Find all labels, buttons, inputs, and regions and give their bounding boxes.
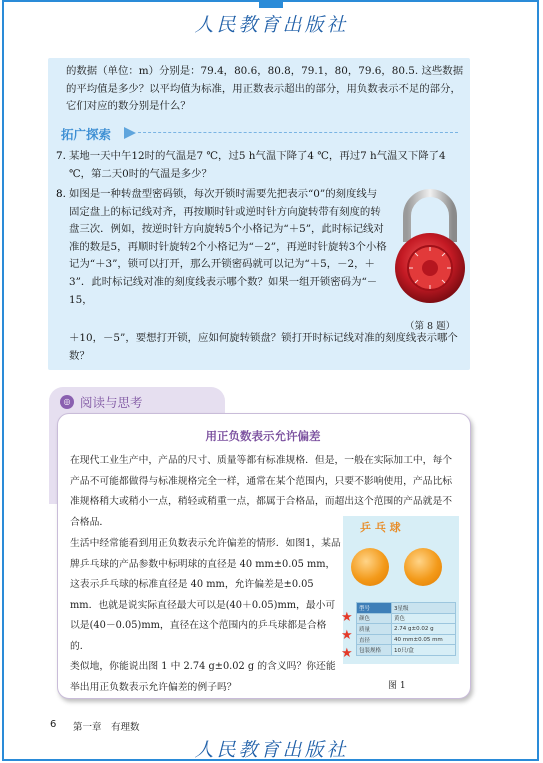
article-paragraph-3: 类似地，你能说出图 1 中 2.74 g±0.02 g 的含义吗？你还能举出用正负数表示允许偏差的例子吗？ (70, 661, 336, 693)
figure-title: 乒 乓 球 (360, 521, 401, 534)
spec-value: 2.74 g±0.02 g (392, 624, 456, 635)
reading-section-label: 阅读与思考 (80, 395, 143, 410)
dashed-divider (138, 132, 458, 133)
question-7-number: 7. (56, 150, 66, 162)
spec-table (356, 602, 456, 656)
star-icon: ★ (341, 610, 353, 625)
ping-pong-ball-image (404, 548, 442, 586)
publisher-footer: 人民教育出版社 (194, 739, 349, 761)
star-icon: ★ (341, 646, 353, 661)
publisher-header: 人民教育出版社 (194, 14, 349, 36)
exercise-6-continued: 的数据（单位：m）分别是：79.4，80.6，80.8，79.1，80，79.6，80.5. 这些数据的平均值是多少？以平均值为标准，用正数表示超出的部分，用负数表示不足的部分，它们对应的数分别是什么？ (66, 65, 464, 113)
table-row (357, 624, 456, 635)
star-icon: ★ (341, 628, 353, 643)
book-icon: ◎ (60, 395, 74, 409)
spec-key: 质量 (357, 624, 392, 635)
spec-value: 3星级 (392, 603, 456, 614)
spec-key: 直径 (357, 634, 392, 645)
question-8-text: 如图是一种转盘型密码锁，每次开锁时需要先把表示“0”的刻度线与固定盘上的标记线对齐，再按顺时针或逆时针方向旋转带有刻度的转盘三次．例如，按逆时针方向旋转5个小格记为“＋5”，此时标记线对准的数是5，再顺时针旋转2个小格记为“－2”，再逆时针旋转3个小格记为“＋3”，锁可以打开，那么开锁密码就可以记为“＋5，－2，＋3”．此时标记线对准的刻度线表示哪个数？如果一组开锁密码为“－15， (69, 188, 387, 306)
question-8-number: 8. (56, 188, 66, 200)
triangle-arrow-icon (124, 127, 136, 139)
spec-value: 40 mm±0.05 mm (392, 634, 456, 645)
spec-value: 黄色 (392, 613, 456, 624)
combination-lock-image (393, 186, 467, 314)
section-title-extension: 拓广探索 (61, 127, 112, 142)
ping-pong-ball-image (351, 548, 389, 586)
chapter-title: 第一章 有理数 (73, 722, 140, 733)
table-row (357, 634, 456, 645)
article-title: 用正负数表示允许偏差 (205, 429, 321, 443)
article-paragraph-2 (70, 534, 343, 698)
spec-value: 10只/盒 (392, 645, 456, 656)
table-row (357, 603, 456, 614)
article-paragraph-2-body: 生活中经常能看到用正负数表示允许偏差的情形．如图1，某品牌乒乓球的产品参数中标明球的直径是 40 mm±0.05 mm，这表示乒乓球的标准直径是 40 mm，允许偏差是±0.05 mm．也就是说实际直径最大可以是(40＋0.05)mm，最小可以是(40－0.05)mm，直径在这个范围内的乒乓球都是合格的． (70, 538, 341, 652)
table-row (357, 613, 456, 624)
spec-key: 包装规格 (357, 645, 392, 656)
page-number: 6 (50, 719, 57, 730)
question-7-text: 某地一天中午12时的气温是7 ℃，过5 h气温下降了4 ℃，再过7 h气温又下降了4 ℃，第二天0时的气温是多少？ (69, 150, 446, 180)
spec-key: 颜色 (357, 613, 392, 624)
table-row (357, 645, 456, 656)
spec-key: 型号 (357, 603, 392, 614)
article-paragraph-1: 在现代工业生产中，产品的尺寸、质量等都有标准规格．但是，一般在实际加工中，每个产品不可能都做得与标准规格完全一样，通常在某个范围内，只要不影响使用，产品比标准规格稍大或稍小一点，稍轻或稍重一点，都属于合格品，而超出这个范围的产品就是不合格品． (70, 455, 453, 528)
top-tab-marker (259, 0, 283, 8)
question-8-text-end: ＋10，－5”，要想打开锁，应如何旋转锁盘？锁打开时标记线对准的刻度线表示哪个数？ (69, 332, 458, 362)
figure-caption: 图 1 (388, 681, 406, 691)
figure-caption-q8: （第 8 题） (405, 321, 456, 332)
